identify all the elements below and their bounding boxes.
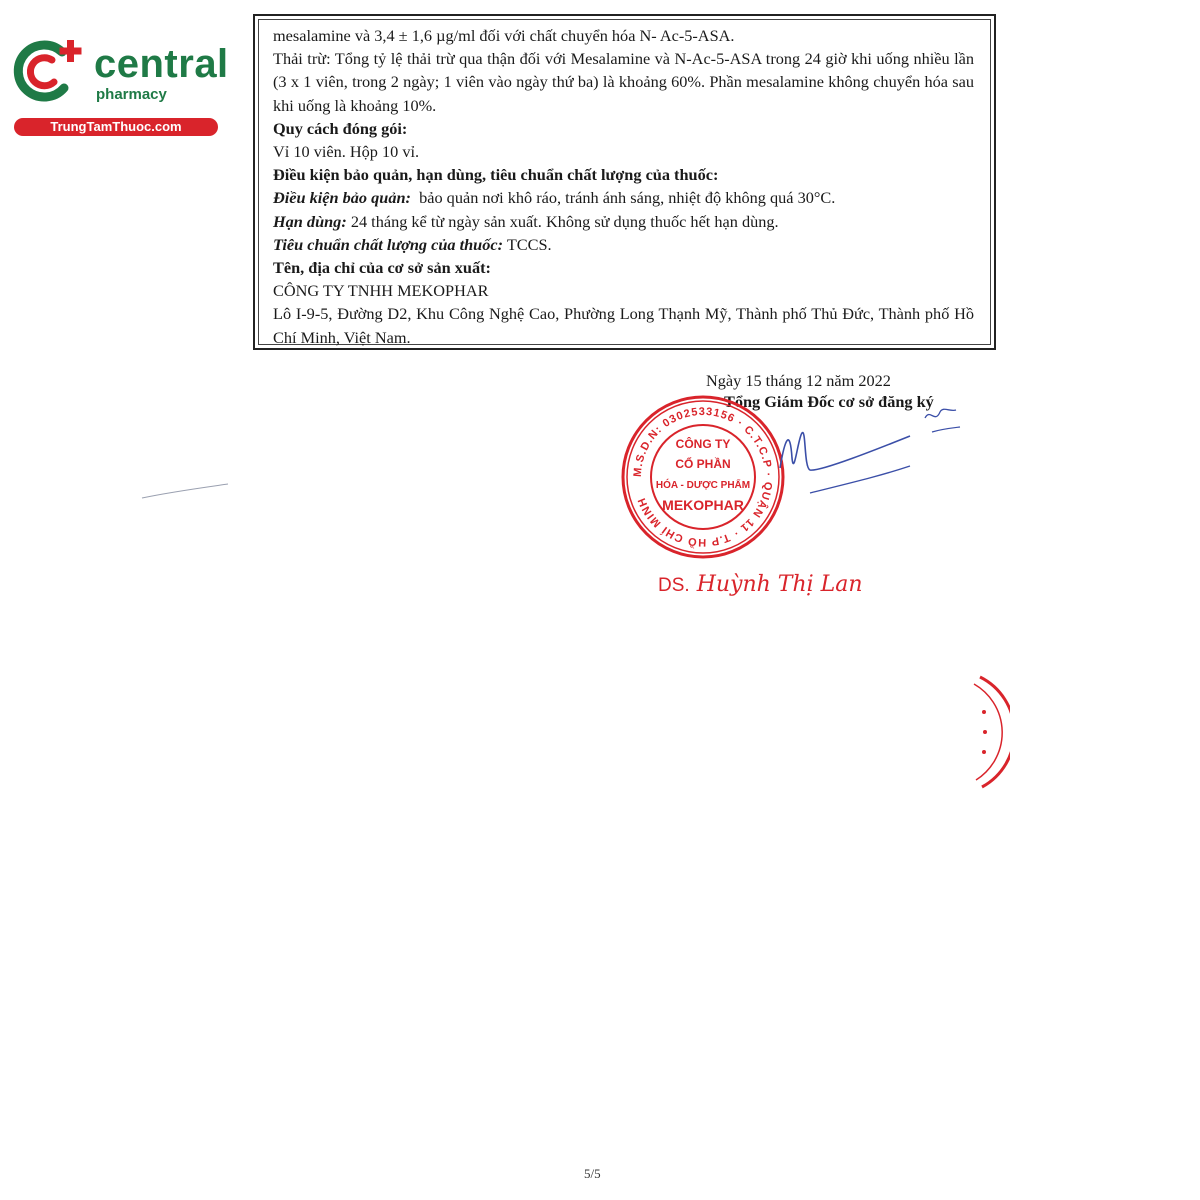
partial-seal-stamp bbox=[960, 672, 1010, 792]
manufacturer-name: CÔNG TY TNHH MEKOPHAR bbox=[273, 281, 489, 301]
document-content-box bbox=[253, 14, 996, 350]
signatory-title: Tổng Giám Đốc cơ sở đăng ký bbox=[724, 392, 934, 411]
packing-heading: Quy cách đóng gói: bbox=[273, 118, 408, 138]
quality-text: TCCS. bbox=[506, 234, 552, 254]
stamp-ring-text: M.S.D.N: 0302533156 · C.T.C.P · QUẬN 11 · T.P HỒ CHÍ MINH bbox=[631, 405, 775, 549]
manufacturer-heading: Tên, địa chỉ của cơ sở sản xuất: bbox=[273, 258, 491, 278]
expiry-line bbox=[273, 210, 974, 233]
svg-text:M.S.D.N: 0302533156 · C.T.C.P bbox=[632, 406, 774, 549]
signer-fullname: Huỳnh Thị Lan bbox=[696, 572, 863, 597]
expiry-text: 24 tháng kể từ ngày sản xuất. Không sử dụng thuốc hết hạn dùng. bbox=[350, 211, 779, 231]
expiry-label: Hạn dùng: bbox=[273, 211, 347, 231]
signer-name bbox=[658, 572, 863, 597]
signature-date: Ngày 15 tháng 12 năm 2022 bbox=[706, 371, 891, 390]
quality-line bbox=[273, 233, 974, 256]
signer-prefix: DS. bbox=[658, 575, 690, 596]
quality-label: Tiêu chuẩn chất lượng của thuốc: bbox=[273, 234, 504, 254]
document-content-inner bbox=[258, 19, 991, 345]
logo-url-badge[interactable]: TrungTamThuoc.com bbox=[14, 118, 218, 136]
pharmacokinetics-line: mesalamine và 3,4 ± 1,6 µg/ml đối với chất chuyển hóa N- Ac-5-ASA. bbox=[273, 26, 735, 45]
stray-pen-mark bbox=[140, 480, 230, 504]
stamp-line-1: CÔNG TY bbox=[675, 437, 731, 451]
central-pharmacy-logo-icon bbox=[12, 38, 88, 104]
logo-wordmark: central bbox=[94, 42, 229, 86]
logo-subtitle: pharmacy bbox=[96, 86, 167, 103]
elimination-paragraph: Thải trừ: Tổng tỷ lệ thải trừ qua thận đối với Mesalamine và N-Ac-5-ASA trong 24 giờ khi uống nhiều lần (3 x 1 viên, trong 2 ngày; 1 viên vào ngày thứ ba) là khoảng 60%. Phần mesalamine không chuyển hóa sau khi uống là khoảng 10%. bbox=[273, 49, 974, 115]
storage-condition-line bbox=[273, 186, 974, 209]
manufacturer-address: Lô I-9-5, Đường D2, Khu Công Nghệ Cao, Phường Long Thạnh Mỹ, Thành phố Thủ Đức, Thành phố Hồ Chí Minh, Việt Nam. bbox=[273, 304, 974, 347]
storage-text: bảo quản nơi khô ráo, tránh ánh sáng, nhiệt độ không quá 30°C. bbox=[419, 188, 836, 208]
page-number: 5/5 bbox=[584, 1166, 601, 1181]
packing-text: Vỉ 10 viên. Hộp 10 vỉ. bbox=[273, 142, 420, 162]
stamp-line-3: HÓA - DƯỢC PHẨM bbox=[655, 480, 751, 491]
stamp-line-4: MEKOPHAR bbox=[662, 497, 744, 513]
pharmacy-logo bbox=[8, 34, 229, 136]
handwritten-signature bbox=[760, 398, 970, 508]
storage-section-heading: Điều kiện bảo quản, hạn dùng, tiêu chuẩn chất lượng của thuốc: bbox=[273, 165, 719, 185]
stamp-line-2: CỔ PHẦN bbox=[675, 457, 731, 471]
storage-label: Điều kiện bảo quản: bbox=[273, 188, 411, 208]
